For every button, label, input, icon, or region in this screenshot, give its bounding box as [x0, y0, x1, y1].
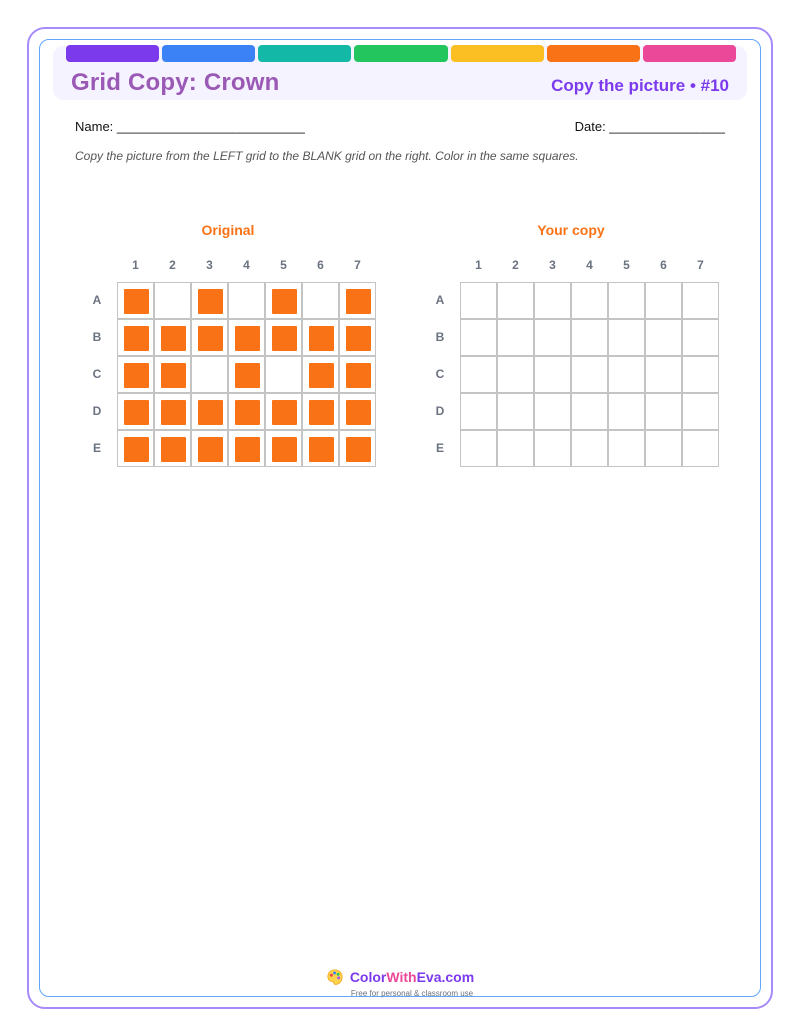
original-cell-A2 — [154, 282, 191, 319]
original-cell-D6 — [302, 393, 339, 430]
original-cell-D5 — [265, 393, 302, 430]
original-column-label: 3 — [206, 258, 213, 272]
original-filled-square — [235, 363, 260, 388]
original-cell-A3 — [191, 282, 228, 319]
copy-cell-A4[interactable] — [571, 282, 608, 319]
copy-cell-C5[interactable] — [608, 356, 645, 393]
original-cell-E7 — [339, 430, 376, 467]
copy-cell-A7[interactable] — [682, 282, 719, 319]
original-cell-A6 — [302, 282, 339, 319]
rainbow-segment — [162, 45, 255, 62]
copy-cell-D6[interactable] — [645, 393, 682, 430]
original-filled-square — [161, 400, 186, 425]
original-cell-B4 — [228, 319, 265, 356]
rainbow-segment — [643, 45, 736, 62]
original-filled-square — [309, 437, 334, 462]
original-filled-square — [346, 289, 371, 314]
original-filled-square — [235, 400, 260, 425]
original-cell-A5 — [265, 282, 302, 319]
original-column-label: 4 — [243, 258, 250, 272]
original-filled-square — [198, 437, 223, 462]
inner-border — [39, 39, 761, 997]
original-filled-square — [235, 326, 260, 351]
copy-cell-D2[interactable] — [497, 393, 534, 430]
original-cell-D4 — [228, 393, 265, 430]
rainbow-segment — [547, 45, 640, 62]
copy-cell-E1[interactable] — [460, 430, 497, 467]
original-filled-square — [346, 400, 371, 425]
original-cell-E1 — [117, 430, 154, 467]
original-filled-square — [198, 289, 223, 314]
original-cell-E5 — [265, 430, 302, 467]
original-cell-A7 — [339, 282, 376, 319]
copy-column-label: 2 — [512, 258, 519, 272]
copy-cell-D1[interactable] — [460, 393, 497, 430]
original-filled-square — [124, 363, 149, 388]
original-filled-square — [161, 437, 186, 462]
rainbow-segment — [354, 45, 447, 62]
copy-column-label: 3 — [549, 258, 556, 272]
copy-cell-E2[interactable] — [497, 430, 534, 467]
original-column-label: 5 — [280, 258, 287, 272]
original-cell-E4 — [228, 430, 265, 467]
original-filled-square — [124, 326, 149, 351]
copy-row-label: B — [435, 330, 445, 344]
copy-cell-B6[interactable] — [645, 319, 682, 356]
original-filled-square — [272, 400, 297, 425]
copy-cell-A6[interactable] — [645, 282, 682, 319]
original-cell-D2 — [154, 393, 191, 430]
original-cell-C3 — [191, 356, 228, 393]
name-field[interactable]: Name: __________________________ — [75, 119, 305, 134]
copy-cell-E6[interactable] — [645, 430, 682, 467]
original-cell-E6 — [302, 430, 339, 467]
original-row-label: A — [92, 293, 102, 307]
copy-cell-E4[interactable] — [571, 430, 608, 467]
original-cell-C4 — [228, 356, 265, 393]
copy-column-label: 7 — [697, 258, 704, 272]
rainbow-segment — [258, 45, 351, 62]
original-filled-square — [272, 326, 297, 351]
copy-cell-A1[interactable] — [460, 282, 497, 319]
copy-cell-C7[interactable] — [682, 356, 719, 393]
original-column-label: 1 — [132, 258, 139, 272]
copy-row-label: A — [435, 293, 445, 307]
footer — [0, 968, 800, 998]
original-filled-square — [198, 400, 223, 425]
original-row-label: E — [92, 441, 101, 455]
palette-icon — [326, 968, 344, 986]
copy-row-label: E — [435, 441, 444, 455]
original-cell-B6 — [302, 319, 339, 356]
original-filled-square — [124, 289, 149, 314]
copy-cell-B2[interactable] — [497, 319, 534, 356]
original-filled-square — [346, 326, 371, 351]
copy-cell-B7[interactable] — [682, 319, 719, 356]
brand-name: ColorWithEva.com — [349, 969, 475, 985]
original-filled-square — [309, 400, 334, 425]
original-cell-C7 — [339, 356, 376, 393]
page-title: Grid Copy: Crown — [71, 69, 280, 96]
copy-cell-E5[interactable] — [608, 430, 645, 467]
original-column-label: 2 — [169, 258, 176, 272]
original-filled-square — [272, 437, 297, 462]
original-column-label: 7 — [354, 258, 361, 272]
original-cell-C5 — [265, 356, 302, 393]
original-cell-E2 — [154, 430, 191, 467]
original-cell-A1 — [117, 282, 154, 319]
original-row-label: D — [92, 404, 102, 418]
copy-row-label: D — [435, 404, 445, 418]
original-filled-square — [346, 437, 371, 462]
original-cell-B2 — [154, 319, 191, 356]
original-grid-title: Original — [201, 222, 255, 238]
copy-cell-A5[interactable] — [608, 282, 645, 319]
original-filled-square — [235, 437, 260, 462]
copy-cell-B3[interactable] — [534, 319, 571, 356]
copy-cell-C6[interactable] — [645, 356, 682, 393]
original-cell-D7 — [339, 393, 376, 430]
footer-tagline: Free for personal & classroom use — [350, 989, 474, 998]
copy-column-label: 4 — [586, 258, 593, 272]
original-cell-C6 — [302, 356, 339, 393]
original-cell-E3 — [191, 430, 228, 467]
rainbow-segment — [451, 45, 544, 62]
original-cell-D3 — [191, 393, 228, 430]
copy-cell-D7[interactable] — [682, 393, 719, 430]
original-cell-C2 — [154, 356, 191, 393]
copy-cell-C4[interactable] — [571, 356, 608, 393]
copy-cell-B1[interactable] — [460, 319, 497, 356]
rainbow-segment — [66, 45, 159, 62]
copy-cell-E3[interactable] — [534, 430, 571, 467]
copy-cell-D4[interactable] — [571, 393, 608, 430]
copy-cell-A2[interactable] — [497, 282, 534, 319]
original-cell-B1 — [117, 319, 154, 356]
copy-cell-B5[interactable] — [608, 319, 645, 356]
original-filled-square — [161, 326, 186, 351]
copy-cell-C3[interactable] — [534, 356, 571, 393]
original-cell-B3 — [191, 319, 228, 356]
original-filled-square — [309, 363, 334, 388]
original-filled-square — [346, 363, 371, 388]
worksheet-subtitle: Copy the picture • #10 — [551, 76, 729, 95]
copy-cell-D5[interactable] — [608, 393, 645, 430]
copy-column-label: 1 — [475, 258, 482, 272]
footer-logo[interactable] — [326, 968, 474, 986]
original-filled-square — [309, 326, 334, 351]
copy-grid-title: Your copy — [537, 222, 605, 238]
rainbow-stripe — [66, 45, 736, 62]
original-column-label: 6 — [317, 258, 324, 272]
copy-column-label: 6 — [660, 258, 667, 272]
original-cell-A4 — [228, 282, 265, 319]
original-filled-square — [272, 289, 297, 314]
copy-cell-A3[interactable] — [534, 282, 571, 319]
original-cell-C1 — [117, 356, 154, 393]
copy-cell-C1[interactable] — [460, 356, 497, 393]
copy-cell-B4[interactable] — [571, 319, 608, 356]
original-filled-square — [124, 400, 149, 425]
original-filled-square — [161, 363, 186, 388]
original-cell-D1 — [117, 393, 154, 430]
copy-column-label: 5 — [623, 258, 630, 272]
copy-cell-E7[interactable] — [682, 430, 719, 467]
original-filled-square — [198, 326, 223, 351]
instructions: Copy the picture from the LEFT grid to the BLANK grid on the right. Color in the same squares. — [75, 149, 579, 163]
copy-cell-D3[interactable] — [534, 393, 571, 430]
original-row-label: B — [92, 330, 102, 344]
original-filled-square — [124, 437, 149, 462]
original-cell-B7 — [339, 319, 376, 356]
copy-row-label: C — [435, 367, 445, 381]
date-field[interactable]: Date: ________________ — [574, 119, 725, 134]
original-row-label: C — [92, 367, 102, 381]
original-cell-B5 — [265, 319, 302, 356]
copy-cell-C2[interactable] — [497, 356, 534, 393]
